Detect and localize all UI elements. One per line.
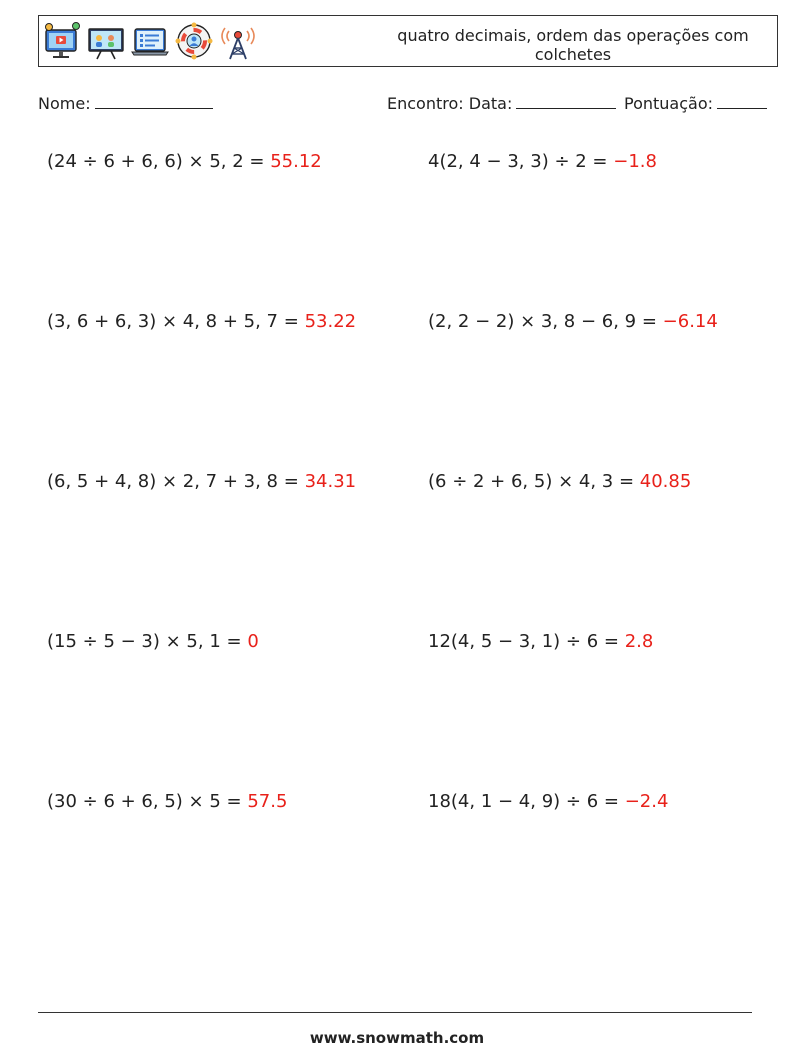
laptop-checklist-icon bbox=[131, 21, 169, 61]
problem-answer: −1.8 bbox=[613, 151, 657, 172]
name-label: Nome: bbox=[38, 94, 91, 113]
footer-url[interactable]: www.snowmath.com bbox=[309, 1029, 485, 1047]
presentation-board-icon bbox=[87, 21, 125, 61]
problem-answer: 57.5 bbox=[247, 791, 288, 812]
header-icons bbox=[43, 21, 257, 61]
date-blank[interactable] bbox=[516, 94, 616, 109]
problem-1 bbox=[47, 151, 322, 172]
problem-6 bbox=[428, 471, 691, 492]
problem-expression: (6, 5 + 4, 8) × 2, 7 + 3, 8 = bbox=[47, 471, 299, 492]
footer-divider bbox=[38, 1012, 752, 1013]
problem-expression: (3, 6 + 6, 3) × 4, 8 + 5, 7 = bbox=[47, 311, 299, 332]
problem-3 bbox=[47, 311, 356, 332]
problem-expression: (30 ÷ 6 + 6, 5) × 5 = bbox=[47, 791, 242, 812]
problem-9 bbox=[47, 791, 287, 812]
score-label: Pontuação: bbox=[624, 94, 714, 113]
problem-answer: 40.85 bbox=[639, 471, 692, 492]
encounter-label: Encontro: bbox=[387, 94, 464, 113]
problem-answer: 0 bbox=[247, 631, 259, 652]
lifebuoy-user-icon bbox=[175, 21, 213, 61]
name-blank[interactable] bbox=[95, 94, 213, 109]
problem-7 bbox=[47, 631, 259, 652]
problem-expression: (6 ÷ 2 + 6, 5) × 4, 3 = bbox=[428, 471, 635, 492]
problem-4 bbox=[428, 311, 718, 332]
problem-answer: 34.31 bbox=[304, 471, 357, 492]
problem-expression: (15 ÷ 5 − 3) × 5, 1 = bbox=[47, 631, 242, 652]
problem-expression: (2, 2 − 2) × 3, 8 − 6, 9 = bbox=[428, 311, 657, 332]
problem-5 bbox=[47, 471, 356, 492]
problem-answer: 53.22 bbox=[304, 311, 357, 332]
problem-10 bbox=[428, 791, 668, 812]
score-field bbox=[624, 94, 767, 113]
problem-answer: 55.12 bbox=[270, 151, 322, 172]
encounter-date-field bbox=[387, 94, 616, 113]
monitor-video-icon bbox=[43, 21, 81, 61]
worksheet-title: quatro decimais, ordem das operações com colchetes bbox=[397, 26, 749, 64]
problem-answer: −6.14 bbox=[662, 311, 718, 332]
problem-expression: 18(4, 1 − 4, 9) ÷ 6 = bbox=[428, 791, 619, 812]
problem-8 bbox=[428, 631, 653, 652]
radio-tower-icon bbox=[219, 21, 257, 61]
problem-answer: 2.8 bbox=[624, 631, 654, 652]
name-field bbox=[38, 94, 213, 113]
problem-expression: 4(2, 4 − 3, 3) ÷ 2 = bbox=[428, 151, 608, 172]
score-blank[interactable] bbox=[717, 94, 767, 109]
date-label: Data: bbox=[468, 94, 513, 113]
problem-2 bbox=[428, 151, 657, 172]
problem-expression: (24 ÷ 6 + 6, 6) × 5, 2 = bbox=[47, 151, 265, 172]
problem-expression: 12(4, 5 − 3, 1) ÷ 6 = bbox=[428, 631, 619, 652]
header-box bbox=[38, 15, 778, 67]
problem-answer: −2.4 bbox=[624, 791, 669, 812]
